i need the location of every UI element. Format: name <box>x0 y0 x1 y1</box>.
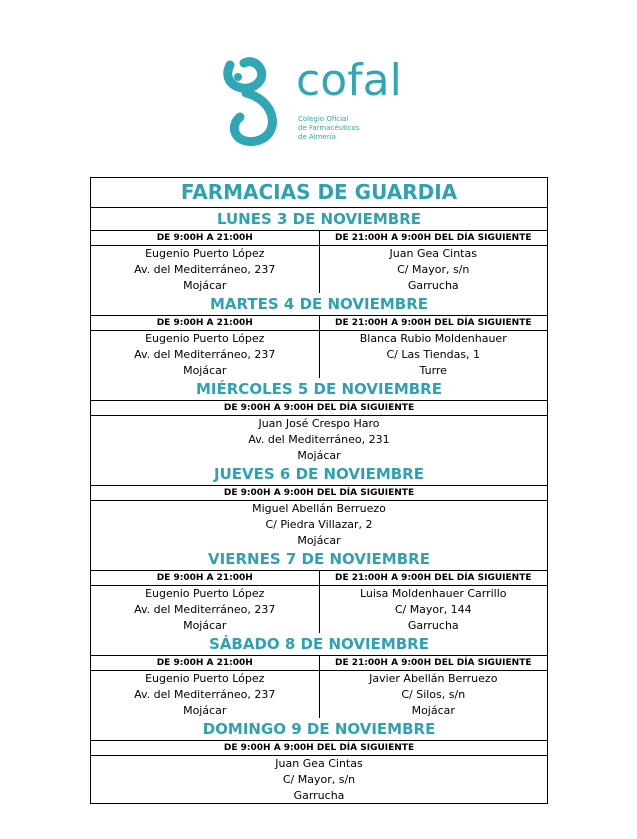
day-section <box>91 463 547 548</box>
pharmacy-info-row <box>91 246 547 293</box>
pharmacy-name: Juan Gea Cintas <box>275 756 363 770</box>
day-title: VIERNES 7 DE NOVIEMBRE <box>91 548 547 571</box>
day-section <box>91 718 547 803</box>
cofal-logo <box>216 55 431 150</box>
brand-name: cofal <box>296 55 402 106</box>
pharmacy-town: Mojácar <box>183 278 227 292</box>
pharmacy-cell <box>319 586 548 633</box>
pharmacy-info-row <box>91 501 547 548</box>
pharmacy-cell <box>91 246 319 293</box>
pharmacy-address: C/ Mayor, 144 <box>394 602 472 616</box>
day-title: LUNES 3 DE NOVIEMBRE <box>91 208 547 231</box>
pharmacy-cell <box>319 671 548 718</box>
duty-pharmacies-table <box>90 177 548 804</box>
pharmacy-name: Juan José Crespo Haro <box>258 416 380 430</box>
pharmacy-address: C/ Piedra Villazar, 2 <box>265 517 373 531</box>
pharmacy-info-row <box>91 671 547 718</box>
shift-header-row <box>91 741 547 756</box>
day-section <box>91 548 547 633</box>
day-title: MARTES 4 DE NOVIEMBRE <box>91 293 547 316</box>
pharmacy-cell <box>91 501 547 548</box>
day-section <box>91 378 547 463</box>
shift-label: DE 21:00H A 9:00H DEL DÍA SIGUIENTE <box>319 571 548 585</box>
pharmacy-name: Eugenio Puerto López <box>145 671 265 685</box>
brand-subtitle: Colegio Oficial de Farmacéuticos de Almería <box>298 115 360 141</box>
pharmacy-address: C/ Las Tiendas, 1 <box>386 347 481 361</box>
pharmacy-name: Eugenio Puerto López <box>145 331 265 345</box>
pharmacy-town: Mojácar <box>297 448 341 462</box>
pharmacy-town: Mojácar <box>411 703 455 717</box>
pharmacy-address: Av. del Mediterráneo, 237 <box>134 347 276 361</box>
pharmacy-town: Mojácar <box>297 533 341 547</box>
pharmacy-cell <box>319 331 548 378</box>
pharmacy-address: C/ Mayor, s/n <box>282 772 356 786</box>
pharmacy-info-row <box>91 586 547 633</box>
shift-header-row <box>91 486 547 501</box>
pharmacy-address: Av. del Mediterráneo, 237 <box>134 687 276 701</box>
shift-header-row <box>91 401 547 416</box>
pharmacy-town: Turre <box>419 363 447 377</box>
shift-label: DE 9:00H A 21:00H <box>156 318 253 328</box>
pharmacy-name: Luisa Moldenhauer Carrillo <box>359 586 507 600</box>
pharmacy-town: Garrucha <box>407 618 459 632</box>
pharmacy-info-row <box>91 331 547 378</box>
shift-header-row <box>91 656 547 671</box>
pharmacy-name: Juan Gea Cintas <box>389 246 477 260</box>
shift-label: DE 21:00H A 9:00H DEL DÍA SIGUIENTE <box>319 231 548 245</box>
pharmacy-town: Mojácar <box>183 703 227 717</box>
pharmacy-address: C/ Silos, s/n <box>401 687 466 701</box>
pharmacy-name: Blanca Rubio Moldenhauer <box>359 331 507 345</box>
pharmacy-town: Mojácar <box>183 618 227 632</box>
pharmacy-town: Garrucha <box>293 788 345 802</box>
day-section <box>91 208 547 293</box>
pharmacy-cell <box>91 756 547 803</box>
days-container <box>91 208 547 803</box>
pharmacy-name: Javier Abellán Berruezo <box>369 671 498 685</box>
shift-label: DE 9:00H A 21:00H <box>156 233 253 243</box>
day-title: MIÉRCOLES 5 DE NOVIEMBRE <box>91 378 547 401</box>
shift-label: DE 9:00H A 9:00H DEL DÍA SIGUIENTE <box>223 488 415 498</box>
shift-header-row <box>91 316 547 331</box>
shift-header-row <box>91 571 547 586</box>
shift-label: DE 9:00H A 9:00H DEL DÍA SIGUIENTE <box>223 743 415 753</box>
pharmacy-address: Av. del Mediterráneo, 237 <box>134 262 276 276</box>
shift-label: DE 9:00H A 9:00H DEL DÍA SIGUIENTE <box>223 403 415 413</box>
pharmacy-cell <box>91 416 547 463</box>
pharmacy-address: C/ Mayor, s/n <box>397 262 470 276</box>
pharmacy-info-row <box>91 756 547 803</box>
shift-label: DE 21:00H A 9:00H DEL DÍA SIGUIENTE <box>319 316 548 330</box>
pharmacy-cell <box>91 331 319 378</box>
pharmacy-cell <box>319 246 548 293</box>
pharmacy-info-row <box>91 416 547 463</box>
shift-label: DE 21:00H A 9:00H DEL DÍA SIGUIENTE <box>319 656 548 670</box>
pharmacy-name: Eugenio Puerto López <box>145 246 265 260</box>
shift-label: DE 9:00H A 21:00H <box>156 658 253 668</box>
shift-label: DE 9:00H A 21:00H <box>156 573 253 583</box>
pharmacy-address: Av. del Mediterráneo, 231 <box>248 432 390 446</box>
day-title: JUEVES 6 DE NOVIEMBRE <box>91 463 547 486</box>
cofal-emblem-icon <box>216 55 296 150</box>
pharmacy-name: Eugenio Puerto López <box>145 586 265 600</box>
table-title: FARMACIAS DE GUARDIA <box>91 178 547 208</box>
pharmacy-town: Garrucha <box>407 278 459 292</box>
shift-header-row <box>91 231 547 246</box>
pharmacy-name: Miguel Abellán Berruezo <box>252 501 386 515</box>
day-title: DOMINGO 9 DE NOVIEMBRE <box>91 718 547 741</box>
day-title: SÁBADO 8 DE NOVIEMBRE <box>91 633 547 656</box>
pharmacy-cell <box>91 671 319 718</box>
day-section <box>91 633 547 718</box>
pharmacy-cell <box>91 586 319 633</box>
day-section <box>91 293 547 378</box>
pharmacy-town: Mojácar <box>183 363 227 377</box>
pharmacy-address: Av. del Mediterráneo, 237 <box>134 602 276 616</box>
